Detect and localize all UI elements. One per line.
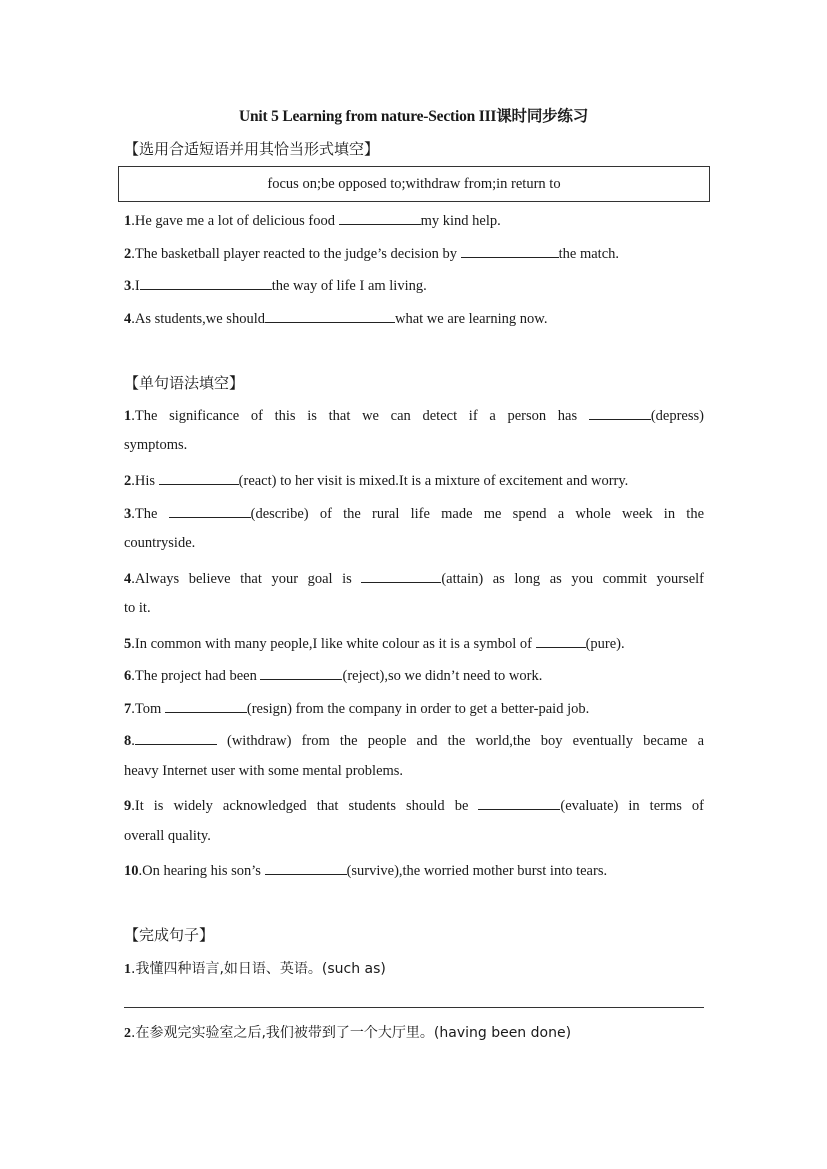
answer-blank[interactable] — [140, 275, 272, 290]
s1-question-4: 4.As students,we should what we are learning now. — [124, 308, 704, 328]
answer-blank[interactable] — [169, 503, 251, 518]
answer-blank[interactable] — [461, 243, 559, 258]
s1-question-3: 3.I the way of life I am living. — [124, 275, 704, 295]
s3-question-2: 2.在参观完实验室之后,我们被带到了一个大厅里。(having been done) — [124, 1025, 572, 1041]
s2-question-8: 8. (withdraw) from the people and the world,the boy eventually became a — [124, 730, 704, 750]
phrase-list: focus on;be opposed to;withdraw from;in return to — [267, 175, 561, 192]
s2-question-3: 3.The (describe) of the rural life made me spend a whole week in the — [124, 503, 704, 523]
s2-question-9: 9.It is widely acknowledged that students should be (evaluate) in terms of — [124, 795, 704, 815]
s2-question-1: 1.The significance of this is that we can detect if a person has (depress) — [124, 405, 704, 425]
s2-question-5: 5.In common with many people,I like white colour as it is a symbol of (pure). — [124, 633, 704, 653]
s1-question-2: 2.The basketball player reacted to the judge’s decision by the match. — [124, 243, 704, 263]
section3-heading: 【完成句子】 — [124, 926, 215, 944]
answer-blank[interactable] — [159, 470, 239, 485]
answer-blank[interactable] — [478, 795, 560, 810]
section2-heading: 【单句语法填空】 — [124, 374, 245, 392]
s2-question-6: 6.The project had been (reject),so we didn’t need to work. — [124, 665, 704, 685]
answer-blank[interactable] — [265, 308, 395, 323]
answer-blank[interactable] — [260, 665, 342, 680]
s2-question-4: 4.Always believe that your goal is (attain) as long as you commit yourself — [124, 568, 704, 588]
answer-blank[interactable] — [135, 730, 217, 745]
s2-question-9-cont: overall quality. — [124, 828, 211, 844]
section1-heading: 【选用合适短语并用其恰当形式填空】 — [124, 140, 380, 158]
answer-blank[interactable] — [265, 860, 347, 875]
s3-question-1: 1.我懂四种语言,如日语、英语。(such as) — [124, 961, 386, 977]
answer-blank[interactable] — [589, 405, 651, 420]
s1-question-1: 1.He gave me a lot of delicious food my kind help. — [124, 210, 704, 230]
answer-blank[interactable] — [339, 210, 421, 225]
answer-line[interactable] — [124, 1007, 704, 1008]
s2-question-8-cont: heavy Internet user with some mental problems. — [124, 763, 404, 779]
s2-question-2: 2.His (react) to her visit is mixed.It is a mixture of excitement and worry. — [124, 470, 704, 490]
answer-blank[interactable] — [536, 633, 586, 648]
s2-question-10: 10.On hearing his son’s (survive),the worried mother burst into tears. — [124, 860, 704, 880]
s2-question-3-cont: countryside. — [124, 535, 196, 551]
answer-blank[interactable] — [361, 568, 441, 583]
page-title: Unit 5 Learning from nature-Section III课时同步练习 — [238, 108, 589, 125]
s2-question-1-cont: symptoms. — [124, 437, 188, 453]
phrase-box — [118, 166, 710, 202]
s2-question-4-cont: to it. — [124, 600, 151, 616]
answer-blank[interactable] — [165, 698, 247, 713]
s2-question-7: 7.Tom (resign) from the company in order to get a better-paid job. — [124, 698, 704, 718]
